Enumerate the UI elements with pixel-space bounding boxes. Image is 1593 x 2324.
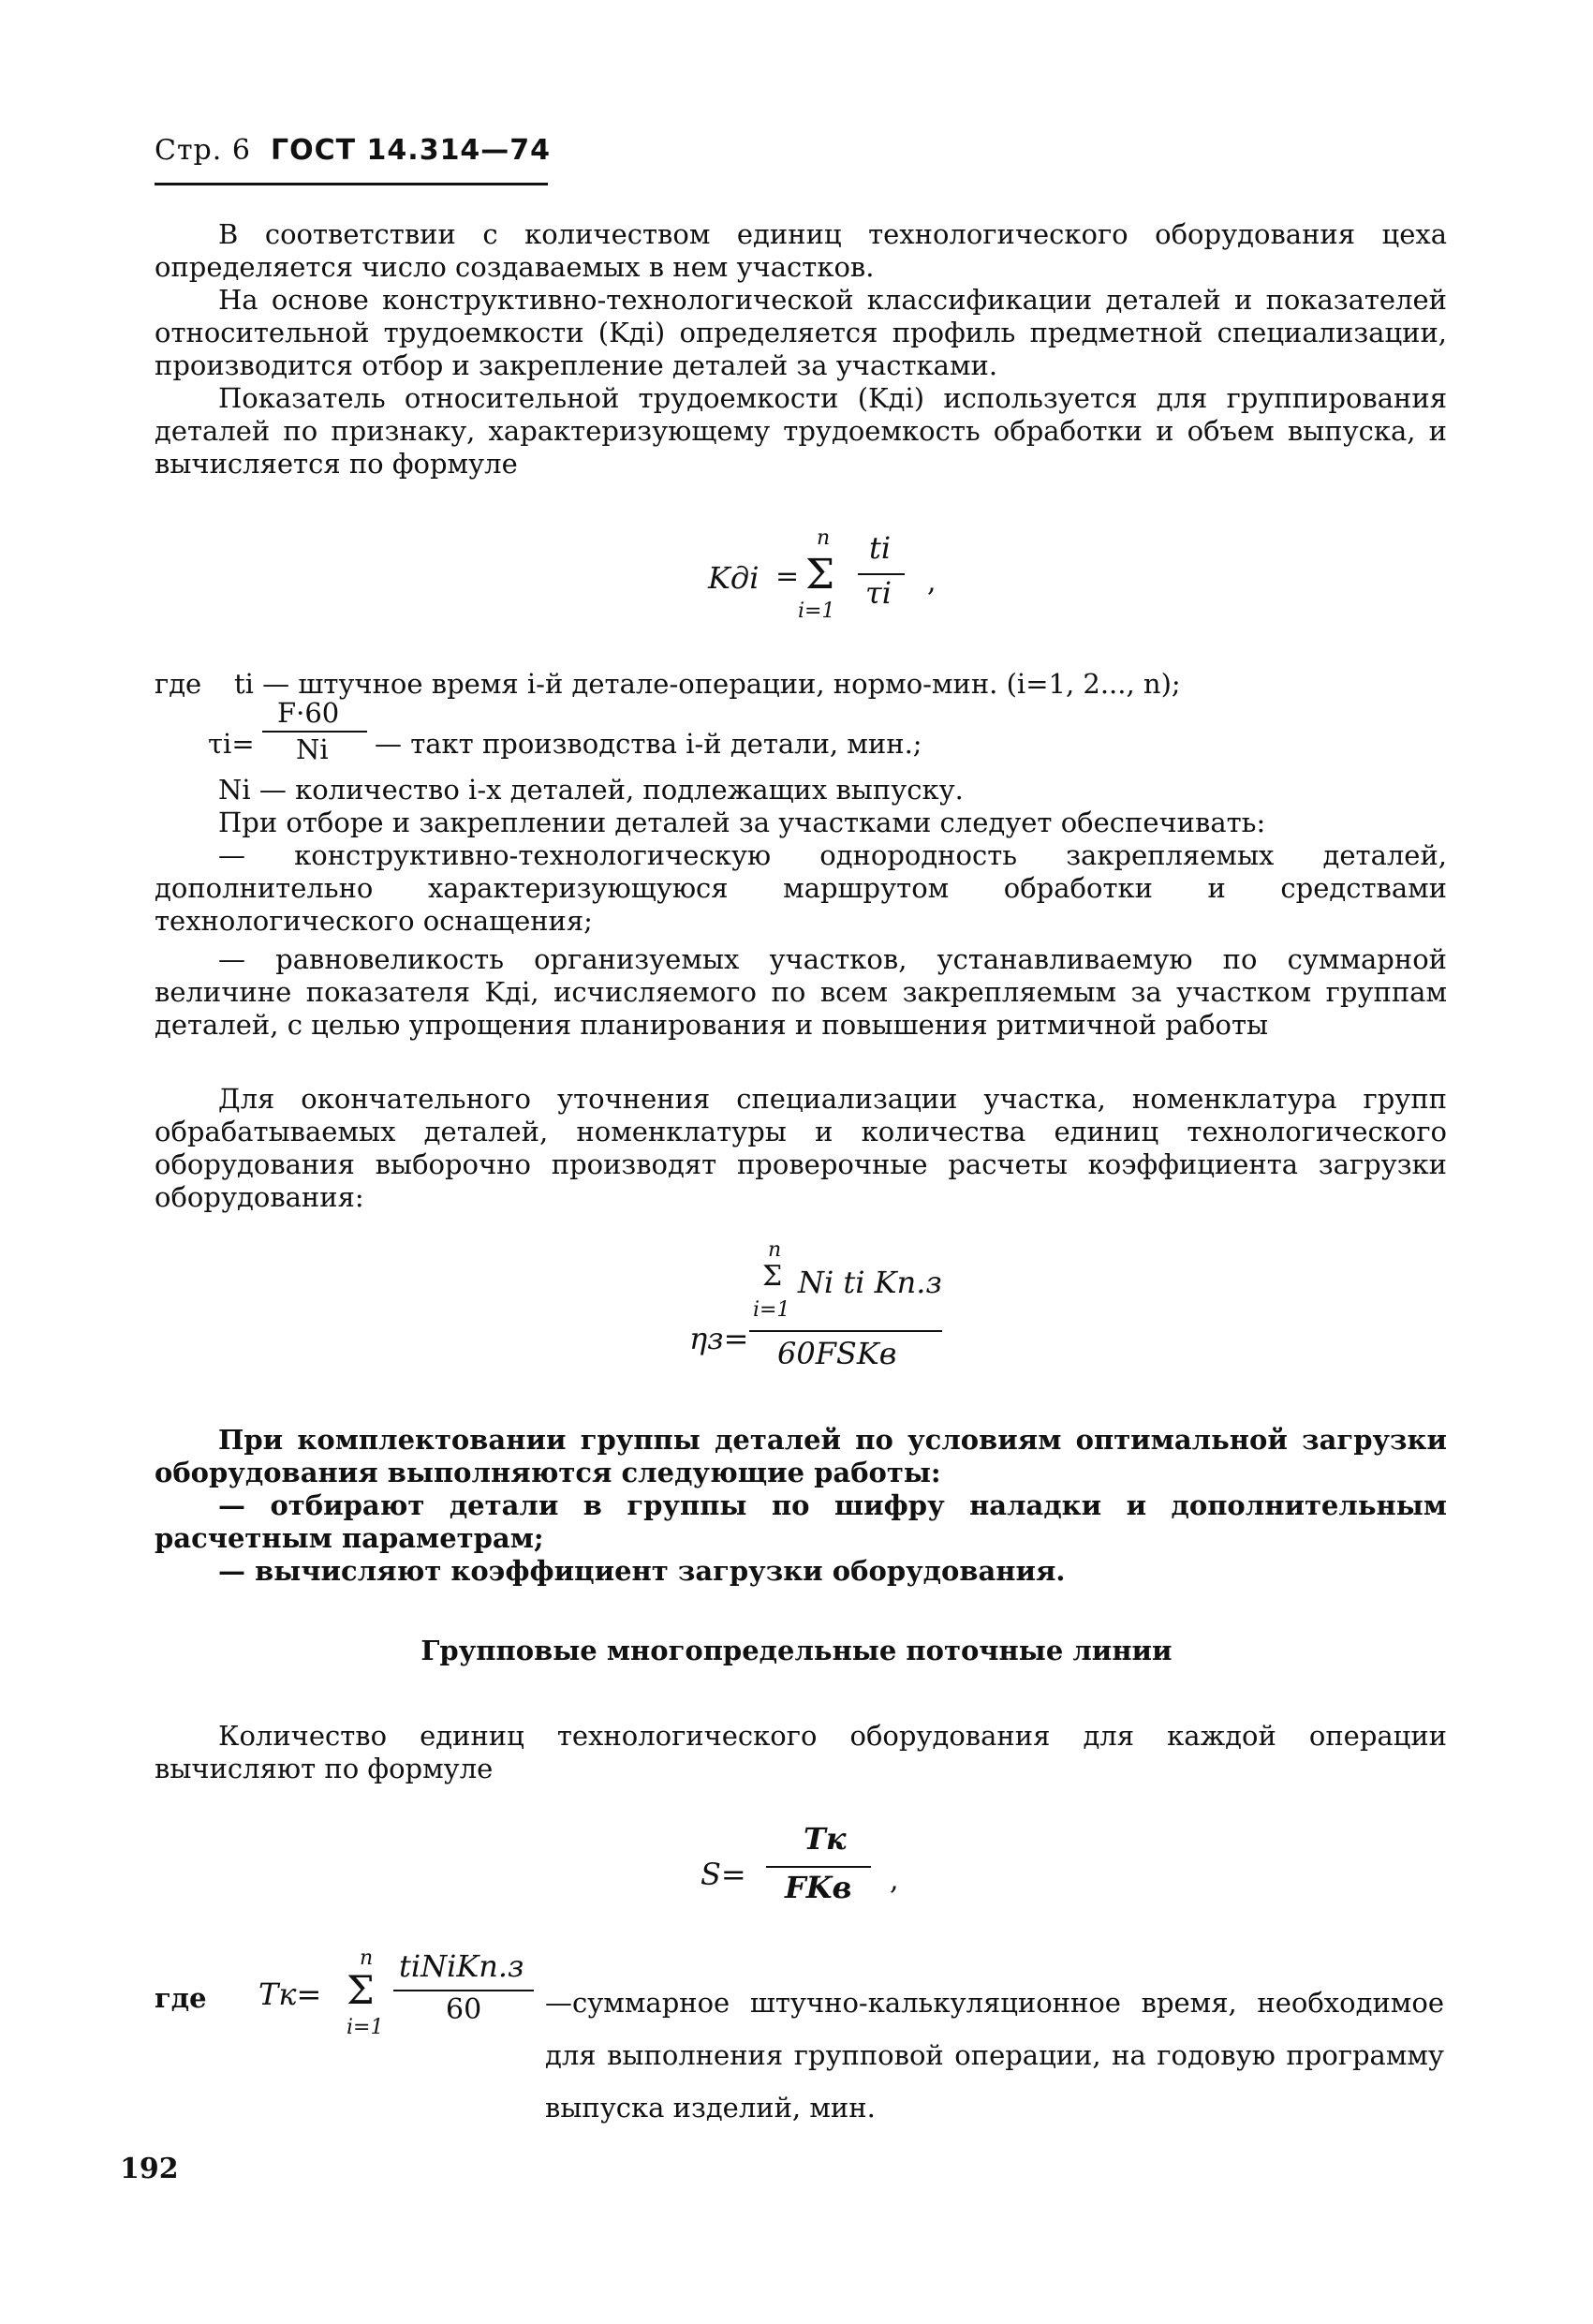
where-tau-numerator: F·60 bbox=[277, 697, 340, 729]
where-word: где bbox=[155, 668, 202, 700]
formula4-upper: n bbox=[360, 1947, 374, 1970]
formula2-sigma: Σ bbox=[762, 1260, 783, 1293]
paragraph-3: Показатель относительной трудоемкости (Kдi) используется для группирования деталей по признаку, характеризующему трудоемкость обработки и объем выпуска, и вычисляется по формуле bbox=[155, 382, 1447, 480]
formula2-lhs: ηз= bbox=[689, 1321, 749, 1356]
paragraph-11: Количество единиц технологического оборудования для каждой операции вычисляют по формуле bbox=[155, 1720, 1447, 1784]
where-tau-lhs: τi= bbox=[208, 728, 255, 760]
formula3-lhs: S= bbox=[701, 1857, 746, 1892]
formula4-lower: i=1 bbox=[347, 2016, 384, 2039]
formula3-fraction-bar bbox=[766, 1866, 871, 1868]
formula2-numerator: Ni ti Kп.з bbox=[798, 1265, 942, 1300]
paragraph-10: — вычисляют коэффициент загрузки оборудования. bbox=[218, 1555, 1066, 1587]
gost-code: ГОСТ 14.314—74 bbox=[271, 134, 552, 167]
paragraph-7: Для окончательного уточнения специализации участка, номенклатура групп обрабатываемых деталей, номенклатуры и количества единиц технологического оборудования выборочно производят проверочные расчеты коэффициента загрузки оборудования: bbox=[155, 1083, 1447, 1213]
where-tau-denominator: Ni bbox=[296, 733, 329, 765]
formula1-lhs: Kдi bbox=[708, 560, 760, 596]
formula1-upper: n bbox=[817, 526, 831, 550]
paragraph-5: — конструктивно-технологическую однородность закрепляемых деталей, дополнительно характеризующуюся маршрутом обработки и средствами технологического оснащения; bbox=[155, 839, 1447, 937]
page-number: 192 bbox=[120, 2153, 179, 2185]
paragraph-6: — равновеликость организуемых участков, устанавливаемую по суммарной величине показателя Kдi, исчисляемого по всем закрепляемым за участком группам деталей, с целью упрощения планирования и повышения ритмичной работы bbox=[155, 943, 1447, 1041]
formula1-lower: i=1 bbox=[798, 600, 835, 623]
section-heading: Групповые многопредельные поточные линии bbox=[420, 1635, 1173, 1666]
formula2-upper: n bbox=[768, 1238, 782, 1262]
formula2-fraction-bar bbox=[749, 1330, 942, 1332]
formula1-numerator: ti bbox=[869, 530, 892, 566]
where-ti-line: ti — штучное время i-й детале-операции, нормо-мин. (i=1, 2..., n); bbox=[234, 668, 1181, 700]
formula1-equals: = bbox=[775, 560, 800, 593]
paragraph-8: При комплектовании группы деталей по условиям оптимальной загрузки оборудования выполняются следующие работы: bbox=[155, 1424, 1447, 1488]
formula4-where-word: где bbox=[155, 1982, 207, 2014]
paragraph-1: В соответствии с количеством единиц технологического оборудования цеха определяется число создаваемых в нем участков. bbox=[155, 218, 1447, 283]
paragraph-4: При отборе и закреплении деталей за участками следует обеспечивать: bbox=[218, 807, 1266, 838]
paragraph-9: — отбирают детали в группы по шифру наладки и дополнительным расчетным параметрам; bbox=[155, 1489, 1447, 1554]
formula4-fraction-bar bbox=[393, 1990, 534, 1991]
formula3-numerator: Tк bbox=[804, 1821, 847, 1857]
formula3-denominator: FKв bbox=[785, 1870, 852, 1905]
header-rule bbox=[155, 183, 548, 185]
formula4-description: —суммарное штучно-калькуляционное время, необходимое для выполнения групповой операции, на годовую программу выпуска изделий, мин. bbox=[545, 1987, 1444, 2124]
formula3-trailing: , bbox=[890, 1864, 899, 1897]
where-tau-text: — такт производства i-й детали, мин.; bbox=[375, 728, 922, 760]
formula4-numerator: tiNiKп.з bbox=[399, 1948, 524, 1984]
formula4-denominator: 60 bbox=[446, 1993, 482, 2026]
formula4-sigma: Σ bbox=[347, 1967, 375, 2013]
formula4-lhs: Tк= bbox=[258, 1976, 322, 2012]
page-header bbox=[155, 134, 551, 167]
formula1-denominator: τi bbox=[865, 575, 892, 611]
paragraph-2: На основе конструктивно-технологической классификации деталей и показателей относительной трудоемкости (Kдi) определяется профиль предметной специализации, производится отбор и закрепление деталей за участками. bbox=[155, 284, 1447, 381]
where-tau-fraction-bar bbox=[262, 731, 367, 733]
formula2-lower: i=1 bbox=[753, 1298, 790, 1322]
formula1-trailing: , bbox=[927, 566, 937, 599]
where-ni-line: Ni — количество i-х деталей, подлежащих выпуску. bbox=[218, 774, 964, 806]
page-label: Стр. 6 bbox=[155, 134, 251, 167]
formula2-denominator: 60FSKв bbox=[777, 1336, 897, 1371]
formula1-sigma: Σ bbox=[805, 551, 835, 599]
